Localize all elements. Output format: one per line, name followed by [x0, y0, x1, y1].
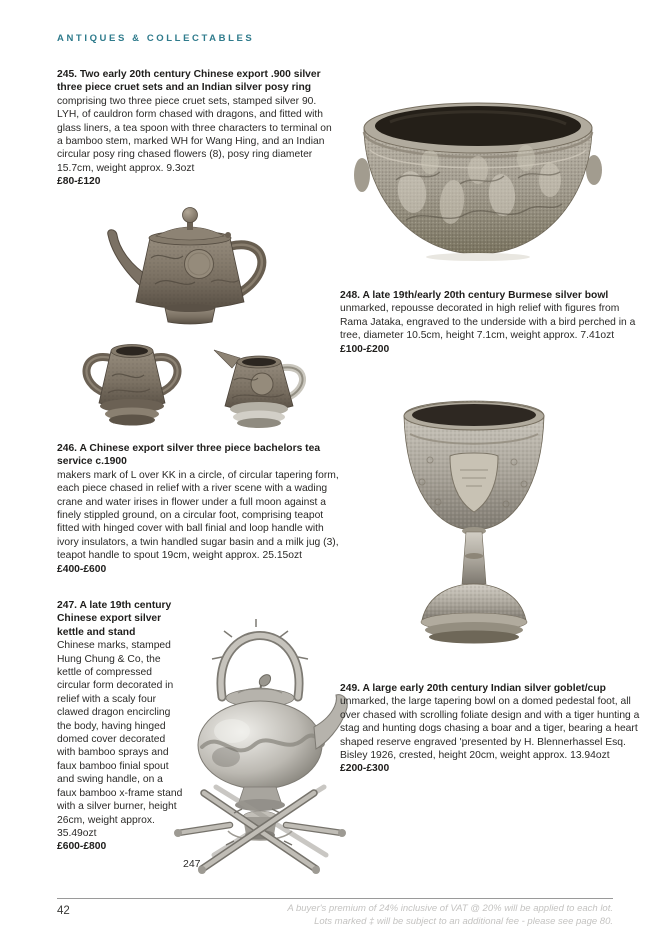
lot-248-entry [340, 289, 636, 356]
lot-249-estimate: £200-£300 [340, 763, 390, 775]
lot-249-description: unmarked, the large tapering bowl on a domed pedestal foot, all over chased with scrolling foliate design and with a tiger hunting a stag and hunting dogs chasing a boar and a tiger, bearing a heart shaped reserve engraved 'presented by H. Blennerhassel Esq. Bisley 1926, crested, height 20cm, weight approx. 13.94ozt [340, 696, 640, 762]
lot-249-title: 249. A large early 20th century Indian silver goblet/cup [340, 683, 606, 694]
lot-245-description: comprising two three piece cruet sets, stamped silver 90. LYH, of cauldron form chased with dragons, and fitted with glass liners, a tea spoon with three characters to terminal on a bamboo stem, marked WH for Wang Hing, and an Indian circular posy ring chased flowers (8), posy ring diameter 15.7cm, weight approx. 9.3ozt [57, 95, 332, 174]
lot-246-description: makers mark of L over KK in a circle, of circular tapering form, each piece chased in relief with a river scene with a wading crane and water irises in flower under a full moon against a finely stippled ground, on a circular foot, comprising teapot fitted with hinged cover with ball finial and loop handle with ivory insulators, a twin handled sugar basin and a milk jug (3), teapot handle to spout 19cm, weight approx. 25.15ozt [57, 469, 339, 562]
lot-245-title: 245. Two early 20th century Chinese export .900 silver three piece cruet sets and an Indian silver posy ring [57, 69, 321, 94]
lot-248-title: 248. A late 19th/early 20th century Burmese silver bowl [340, 290, 609, 301]
buyers-premium-note [233, 902, 613, 928]
image-caption-247: 247 [183, 858, 201, 870]
goblet-image [386, 390, 562, 658]
lot-246-estimate: £400-£600 [57, 563, 107, 575]
lot-247-entry [57, 599, 183, 854]
section-header: ANTIQUES & COLLECTABLES [57, 33, 255, 44]
page-number: 42 [57, 905, 70, 917]
lot-247-estimate: £600-£800 [57, 841, 107, 853]
lot-246-entry [57, 442, 339, 576]
footer-divider [57, 898, 613, 899]
sugar-basin-image [68, 331, 196, 431]
kettle-on-stand-image [168, 597, 350, 885]
lot-247-title: 247. A late 19th century Chinese export silver kettle and stand [57, 600, 172, 638]
teapot-image [93, 202, 287, 330]
lot-248-estimate: £100-£200 [340, 343, 390, 355]
lot-247-description: Chinese marks, stamped Hung Chung & Co, the kettle of compressed circular form decorated in relief with a scaly four clawed dragon encircling the body, having hinged domed cover decorated with bamboo sprays and faux bamboo finial spout and swing handle, on a faux bamboo x-frame stand with a silver burner, height 26cm, weight approx. 35.49ozt [57, 640, 183, 839]
milk-jug-image [200, 338, 320, 431]
lot-248-description: unmarked, repousse decorated in high relief with figures from Rama Jataka, engraved to the underside with a bird perched in a tree, diameter 10.5cm, height 7.1cm, weight approx. 7.41ozt [340, 303, 636, 342]
lot-245-entry [57, 68, 337, 189]
buyers-premium-line2: Lots marked ‡ will be subject to an additional fee - please see page 80. [314, 916, 613, 927]
burmese-bowl-image [350, 80, 606, 276]
lot-245-estimate: £80-£120 [57, 176, 101, 188]
lot-249-entry [340, 682, 640, 776]
buyers-premium-line1: A buyer's premium of 24% inclusive of VAT @ 20% will be applied to each lot. [287, 903, 613, 914]
lot-246-title: 246. A Chinese export silver three piece bachelors tea service c.1900 [57, 443, 321, 468]
